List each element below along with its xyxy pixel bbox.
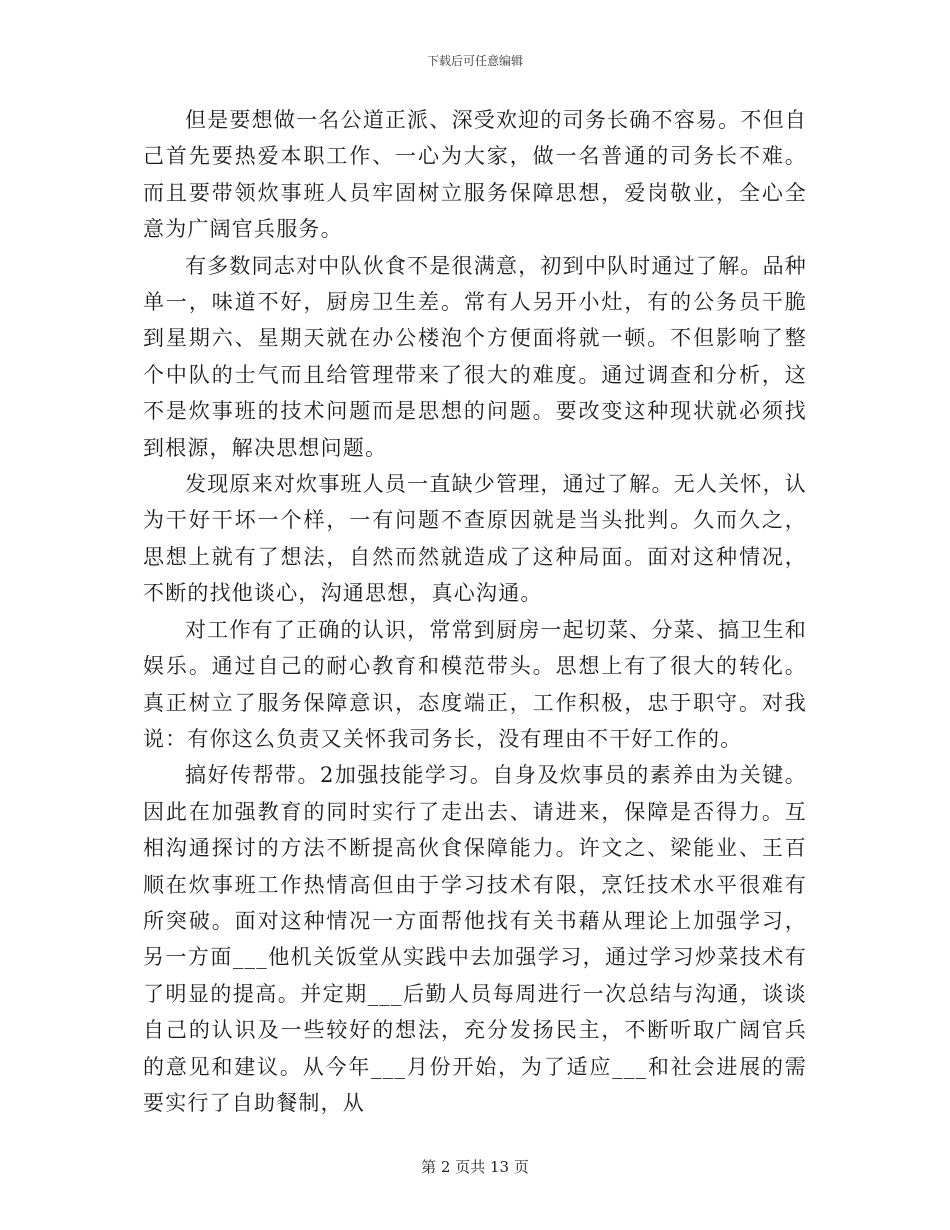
- page-number: 第 2 页共 13 页: [421, 1158, 529, 1176]
- paragraph: 搞好传帮带。2加强技能学习。自身及炊事员的素养由为关键。因此在加强教育的同时实行了走出去、请进来，保障是否得力。互相沟通探讨的方法不断提高伙食保障能力。许文之、梁能业、王百顺在炊事班工作热情高但由于学习技术有限，烹饪技术水平很难有所突破。面对这种情况一方面帮他找有关书藉从理论上加强学习，另一方面___他机关饭堂从实践中去加强学习，通过学习炒菜技术有了明显的提高。并定期___后勤人员每周进行一次总结与沟通，谈谈自己的认识及一些较好的想法，充分发扬民主，不断听取广阔官兵的意见和建议。从今年___月份开始，为了适应___和社会进展的需要实行了自助餐制，从: [143, 763, 807, 1115]
- page-header: 下载后可任意编辑: [426, 54, 523, 68]
- paragraph: 但是要想做一名公道正派、深受欢迎的司务长确不容易。不但自己首先要热爱本职工作、一心为大家，做一名普通的司务长不难。而且要带领炊事班人员牢固树立服务保障思想，爱岗敬业，全心全意为广阔官兵服务。: [143, 108, 807, 242]
- paragraph: 发现原来对炊事班人员一直缺少管理，通过了解。无人关怀，认为干好干坏一个样，一有问题不查原因就是当头批判。久而久之，思想上就有了想法，自然而然就造成了这种局面。面对这种情况，不断的找他谈心，沟通思想，真心沟通。: [143, 472, 807, 606]
- paragraph: 有多数同志对中队伙食不是很满意，初到中队时通过了解。品种单一，味道不好，厨房卫生差。常有人另开小灶，有的公务员干脆到星期六、星期天就在办公楼泡个方便面将就一顿。不但影响了整个中队的士气而且给管理带来了很大的难度。通过调查和分析，这不是炊事班的技术问题而是思想的问题。要改变这种现状就必须找到根源，解决思想问题。: [143, 253, 807, 460]
- paragraph: 对工作有了正确的认识，常常到厨房一起切菜、分菜、搞卫生和娱乐。通过自己的耐心教育和模范带头。思想上有了很大的转化。真正树立了服务保障意识，态度端正，工作积极，忠于职守。对我说：有你这么负责又关怀我司务长，没有理由不干好工作的。: [143, 617, 807, 751]
- document-body: [143, 102, 807, 1121]
